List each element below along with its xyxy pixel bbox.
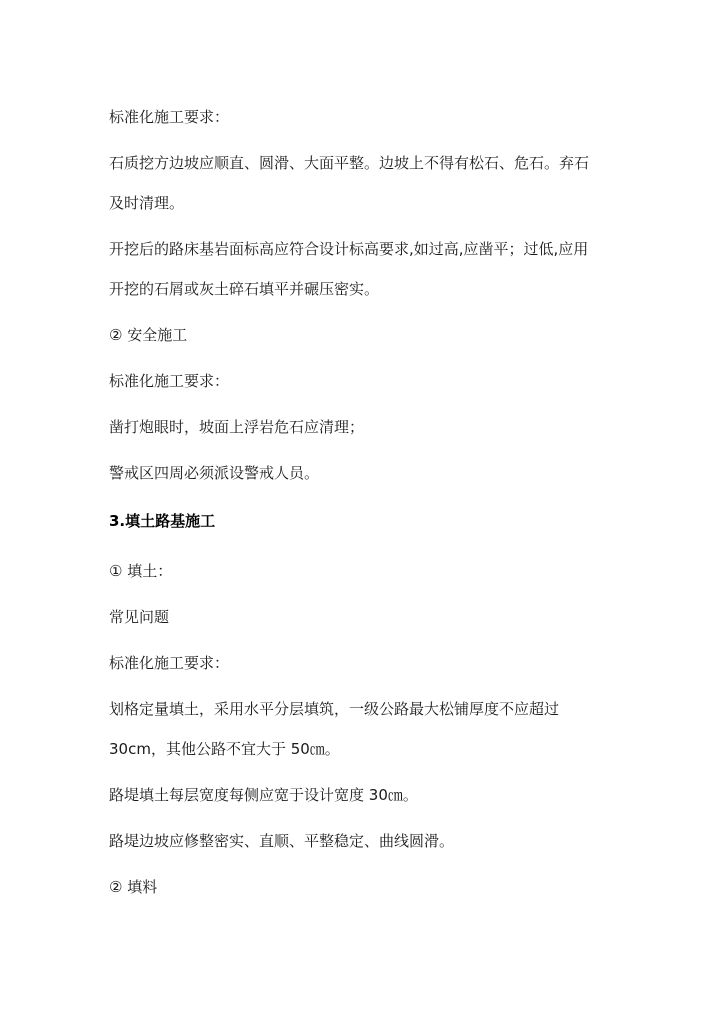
text-line: 开挖的石屑或灰土碎石填平并碾压密实。 <box>109 280 380 298</box>
text-line: 开挖后的路床基岩面标高应符合设计标高要求,如过高,应凿平；过低,应用 <box>109 240 589 258</box>
section-heading: ① 填土： <box>109 562 173 580</box>
text-line: 路堤填土每层宽度每侧应宽于设计宽度 30㎝。 <box>109 786 418 804</box>
section-heading: ② 安全施工 <box>109 326 188 344</box>
text-line: 凿打炮眼时，坡面上浮岩危石应清理； <box>109 418 365 436</box>
text-line: 标准化施工要求： <box>109 654 230 672</box>
section-heading: ② 填料 <box>109 878 158 896</box>
text-line: 常见问题 <box>109 608 170 626</box>
text-line: 划格定量填土，采用水平分层填筑，一级公路最大松铺厚度不应超过 <box>109 700 560 718</box>
text-line: 路堤边坡应修整密实、直顺、平整稳定、曲线圆滑。 <box>109 832 455 850</box>
text-line: 30cm，其他公路不宜大于 50㎝。 <box>109 740 340 758</box>
text-line: 标准化施工要求： <box>109 372 230 390</box>
section-title: 3.填土路基施工 <box>109 512 216 530</box>
text-line: 标准化施工要求： <box>109 108 230 126</box>
text-line: 及时清理。 <box>109 194 185 212</box>
text-line: 石质挖方边坡应顺直、圆滑、大面平整。边坡上不得有松石、危石。弃石 <box>109 154 590 172</box>
text-line: 警戒区四周必须派设警戒人员。 <box>109 464 320 482</box>
